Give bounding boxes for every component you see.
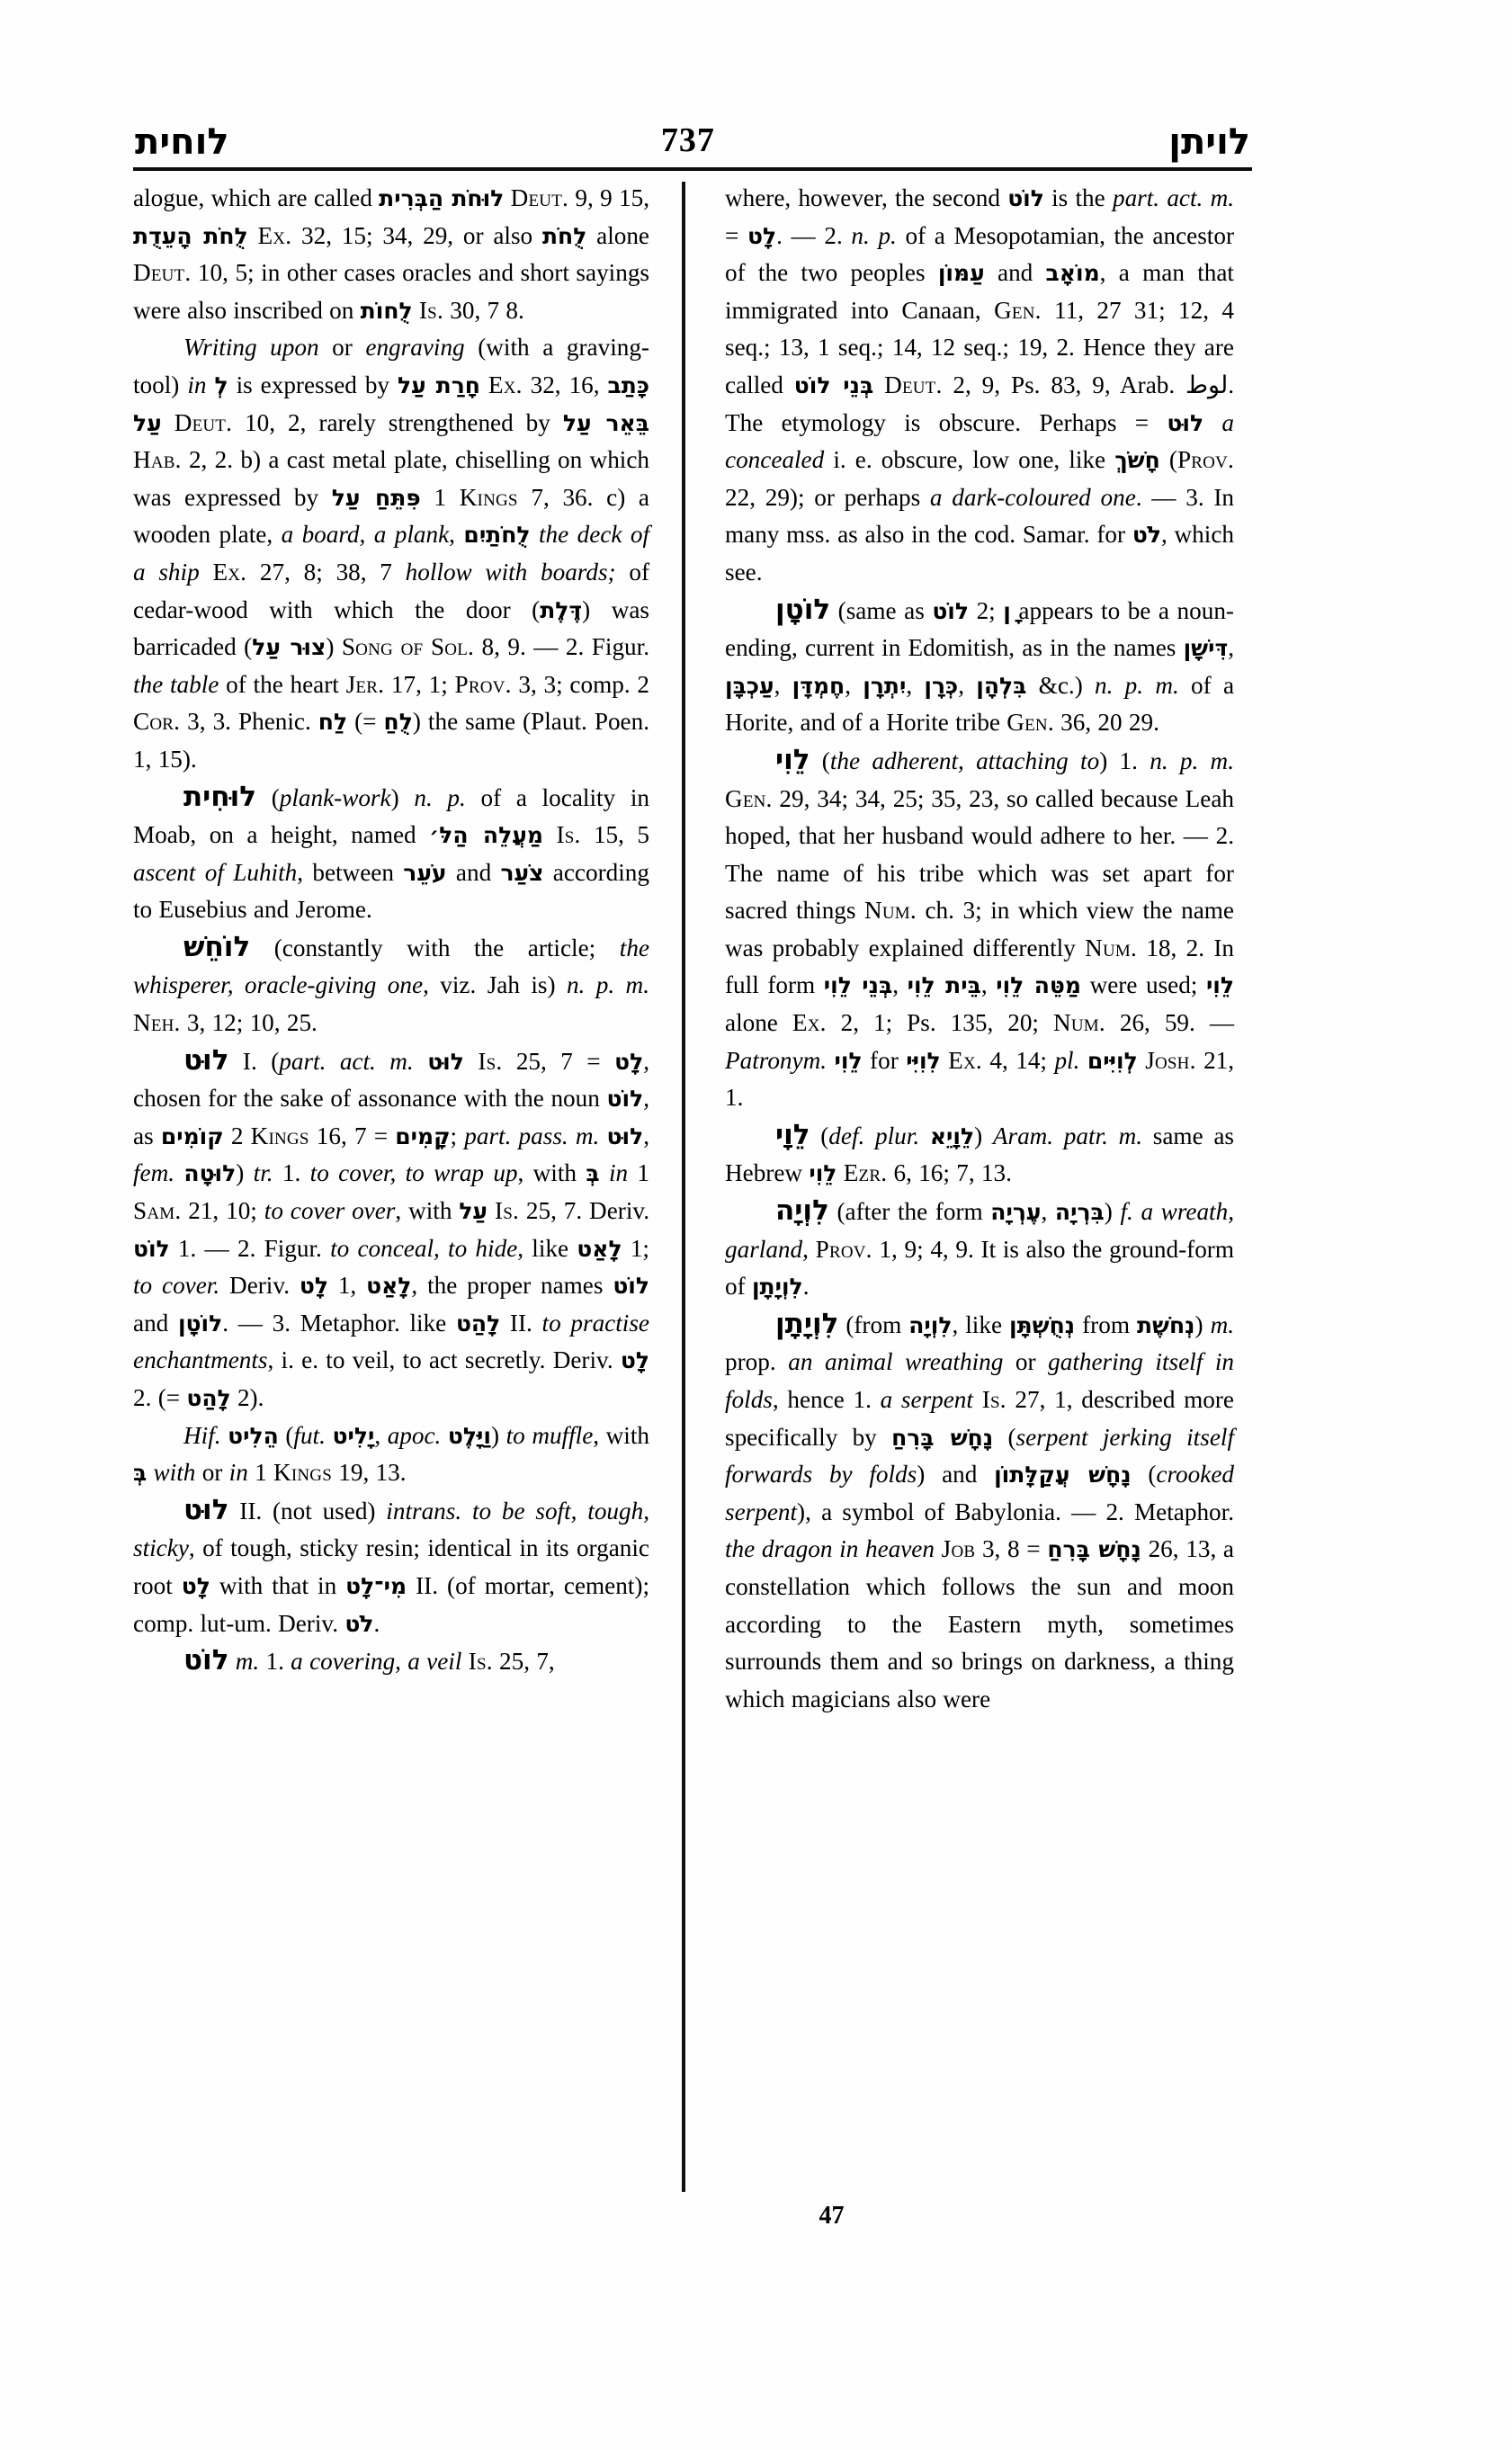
dict-entry-paragraph: לוּט II. (not used) intrans. to be soft, tough, sticky, of tough, sticky resin; identical in its organic root לָט with that in מִי־לָט II. (of mortar, cement); comp. lut-um. Deriv. לֹט. <box>133 1493 649 1637</box>
running-head-left-catchword: לוחית <box>135 121 229 163</box>
page-number: 737 <box>660 121 715 159</box>
dict-entry-paragraph: לוּחִית (plank-work) n. p. of a locality in Moab, on a height, named מַעֲלֵה הַלּ׳ Is. 15, 5 ascent of Luhith, between עֹעֵר and צֹעַר according to Eusebius and Jerome. <box>133 780 650 924</box>
sheet-signature-row <box>0 2202 1512 2231</box>
dict-entry-paragraph: לִוְיָתָן (from לִוְיָה, like נְחֻשְׁתָּן from נְחֹשֶׁת) m. prop. an animal wreathing or gathering itself in folds, hence 1. a serpent Is. 27, 1, described more specifically by נָחָשׁ בָּרִחַ (serpent jerking itself forwards by folds) and נָחָשׁ עֲקַלָּתוֹן (crooked serpent), a symbol of Babylonia. — 2. Metaphor. the dragon in heaven Job 3, 8 = נָחָשׁ בָּרִחַ 26, 13, a constellation which follows the sun and moon according to the Eastern myth, sometimes surrounds them and so brings on darkness, a thing which magicians also were <box>725 1307 1235 1712</box>
header-rule <box>133 167 1252 171</box>
text-columns <box>133 180 1252 2213</box>
dict-entry-paragraph: לוֹטָן (same as לוֹט 2; ָן appears to be a noun-ending, current in Edomitish, as in the names דִּישָׁן, עַכְבָּן, חֶמְדָּן, יִתְרָן, כְּרָן, בִּלְהָן &c.) n. p. m. of a Horite, and of a Horite tribe Gen. 36, 20 29. <box>725 593 1235 737</box>
running-head-right-catchword: לויתן <box>1168 121 1250 163</box>
dict-entry-paragraph: לוּט I. (part. act. m. לוּט Is. 25, 7 = לָט, chosen for the sake of assonance with the noun לוֹט, as קוֹמִים 2 Kings 16, 7 = קָמִים; part. pass. m. לוּט, fem. לוּטָה) tr. 1. to cover, to wrap up, with בְּ in 1 Sam. 21, 10; to cover over, with עַל Is. 25, 7. Deriv. לוֹט 1. — 2. Figur. to conceal, to hide, like לָאַט 1; to cover. Deriv. לָט 1, לָאַט, the proper names לוֹט and לוֹטָן. — 3. Metaphor. like לָהַט II. to practise enchantments, i. e. to veil, to act secretly. Deriv. לָט 2. (= לָהַט 2). <box>133 1043 650 1411</box>
dict-entry-paragraph: לוֹחֵשׁ (constantly with the article; the whisperer, oracle-giving one, viz. Jah is) n. p. m. Neh. 3, 12; 10, 25. <box>133 930 649 1037</box>
dict-entry-paragraph: where, however, the second לוֹט is the part. act. m. = לָט. — 2. n. p. of a Mesopotamian, the ancestor of the two peoples עַמּוֹן and מוֹאָב, a man that immigrated into Canaan, Gen. 11, 27 31; 12, 4 seq.; 13, 1 seq.; 14, 12 seq.; 19, 2. Hence they are called בְּנֵי לוֹט Deut. 2, 9, Ps. 83, 9, Arab. لوط. The etymology is obscure. Perhaps = לוּט a concealed i. e. obscure, low one, like חָשֹׁךְ (Prov. 22, 29); or perhaps a dark-coloured one. — 3. In many mss. as also in the cod. Samar. for לֹט, which see. <box>725 184 1235 586</box>
left-column <box>133 180 669 2213</box>
right-column <box>698 180 1234 2213</box>
dict-entry-paragraph: Writing upon or engraving (with a graving-tool) in לְ is expressed by חָרַת עַל Ex. 32, 16, כָּתַב עַל Deut. 10, 2, rarely strengthened by בֵּאֵר עַל Hab. 2, 2. b) a cast metal plate, chiselling on which was expressed by פִּתֵּחַ עַל 1 Kings 7, 36. c) a wooden plate, a board, a plank, לֻחֹתַיִם the deck of a ship Ex. 27, 8; 38, 7 hollow with boards; of cedar-wood with which the door (דֶּלֶת) was barricaded (צוּר עַל) Song of Sol. 8, 9. — 2. Figur. the table of the heart Jer. 17, 1; Prov. 3, 3; comp. 2 Cor. 3, 3. Phenic. לַח (= לֻחַ) the same (Plaut. Poen. 1, 15). <box>133 334 650 773</box>
dict-entry-paragraph: Hif. הֵלִיט (fut. יָלִיט, apoc. וַיָּלֶט) to muffle, with בְּ with or in 1 Kings 19, 13. <box>133 1421 650 1487</box>
dict-entry-paragraph: לוֹט m. 1. a covering, a veil Is. 25, 7, <box>183 1644 555 1677</box>
dict-entry-paragraph: לֵוָי (def. plur. לֵוָיֵא) Aram. patr. m. same as Hebrew לֵוִי Ezr. 6, 16; 7, 13. <box>725 1118 1234 1187</box>
sheet-signature: 47 <box>819 2202 845 2230</box>
column-divider-rule <box>682 182 685 2192</box>
dict-entry-paragraph: לֵוִי (the adherent, attaching to) 1. n. p. m. Gen. 29, 34; 34, 25; 35, 23, so called because Leah hoped, that her husband would adhere to her. — 2. The name of his tribe which was set apart for sacred things Num. ch. 3; in which view the name was probably explained differently Num. 18, 2. In full form בְּנֵי לֵוִי, בֵּית לֵוִי, מַטֵּה לֵוִי were used; לֵוִי alone Ex. 2, 1; Ps. 135, 20; Num. 26, 59. — Patronym. לֵוִי for לִוִיִּי Ex. 4, 14; pl. לְוִיִּים Josh. 21, 1. <box>725 743 1235 1112</box>
dict-entry-paragraph: alogue, which are called לוּחֹת הַבְּרִית Deut. 9, 9 15, לֻחֹת הָעֵדֻת Ex. 32, 15; 34, 29, or also לֻחֹת alone Deut. 10, 5; in other cases oracles and short sayings were also inscribed on לֻחוֹת Is. 30, 7 8. <box>133 184 650 324</box>
dict-entry-paragraph: לִוְיָה (after the form עֶרְיָה, בִּרְיָה) f. a wreath, garland, Prov. 1, 9; 4, 9. It is also the ground-form of לִוְיָתָן. <box>725 1194 1235 1301</box>
running-head <box>135 97 1250 163</box>
